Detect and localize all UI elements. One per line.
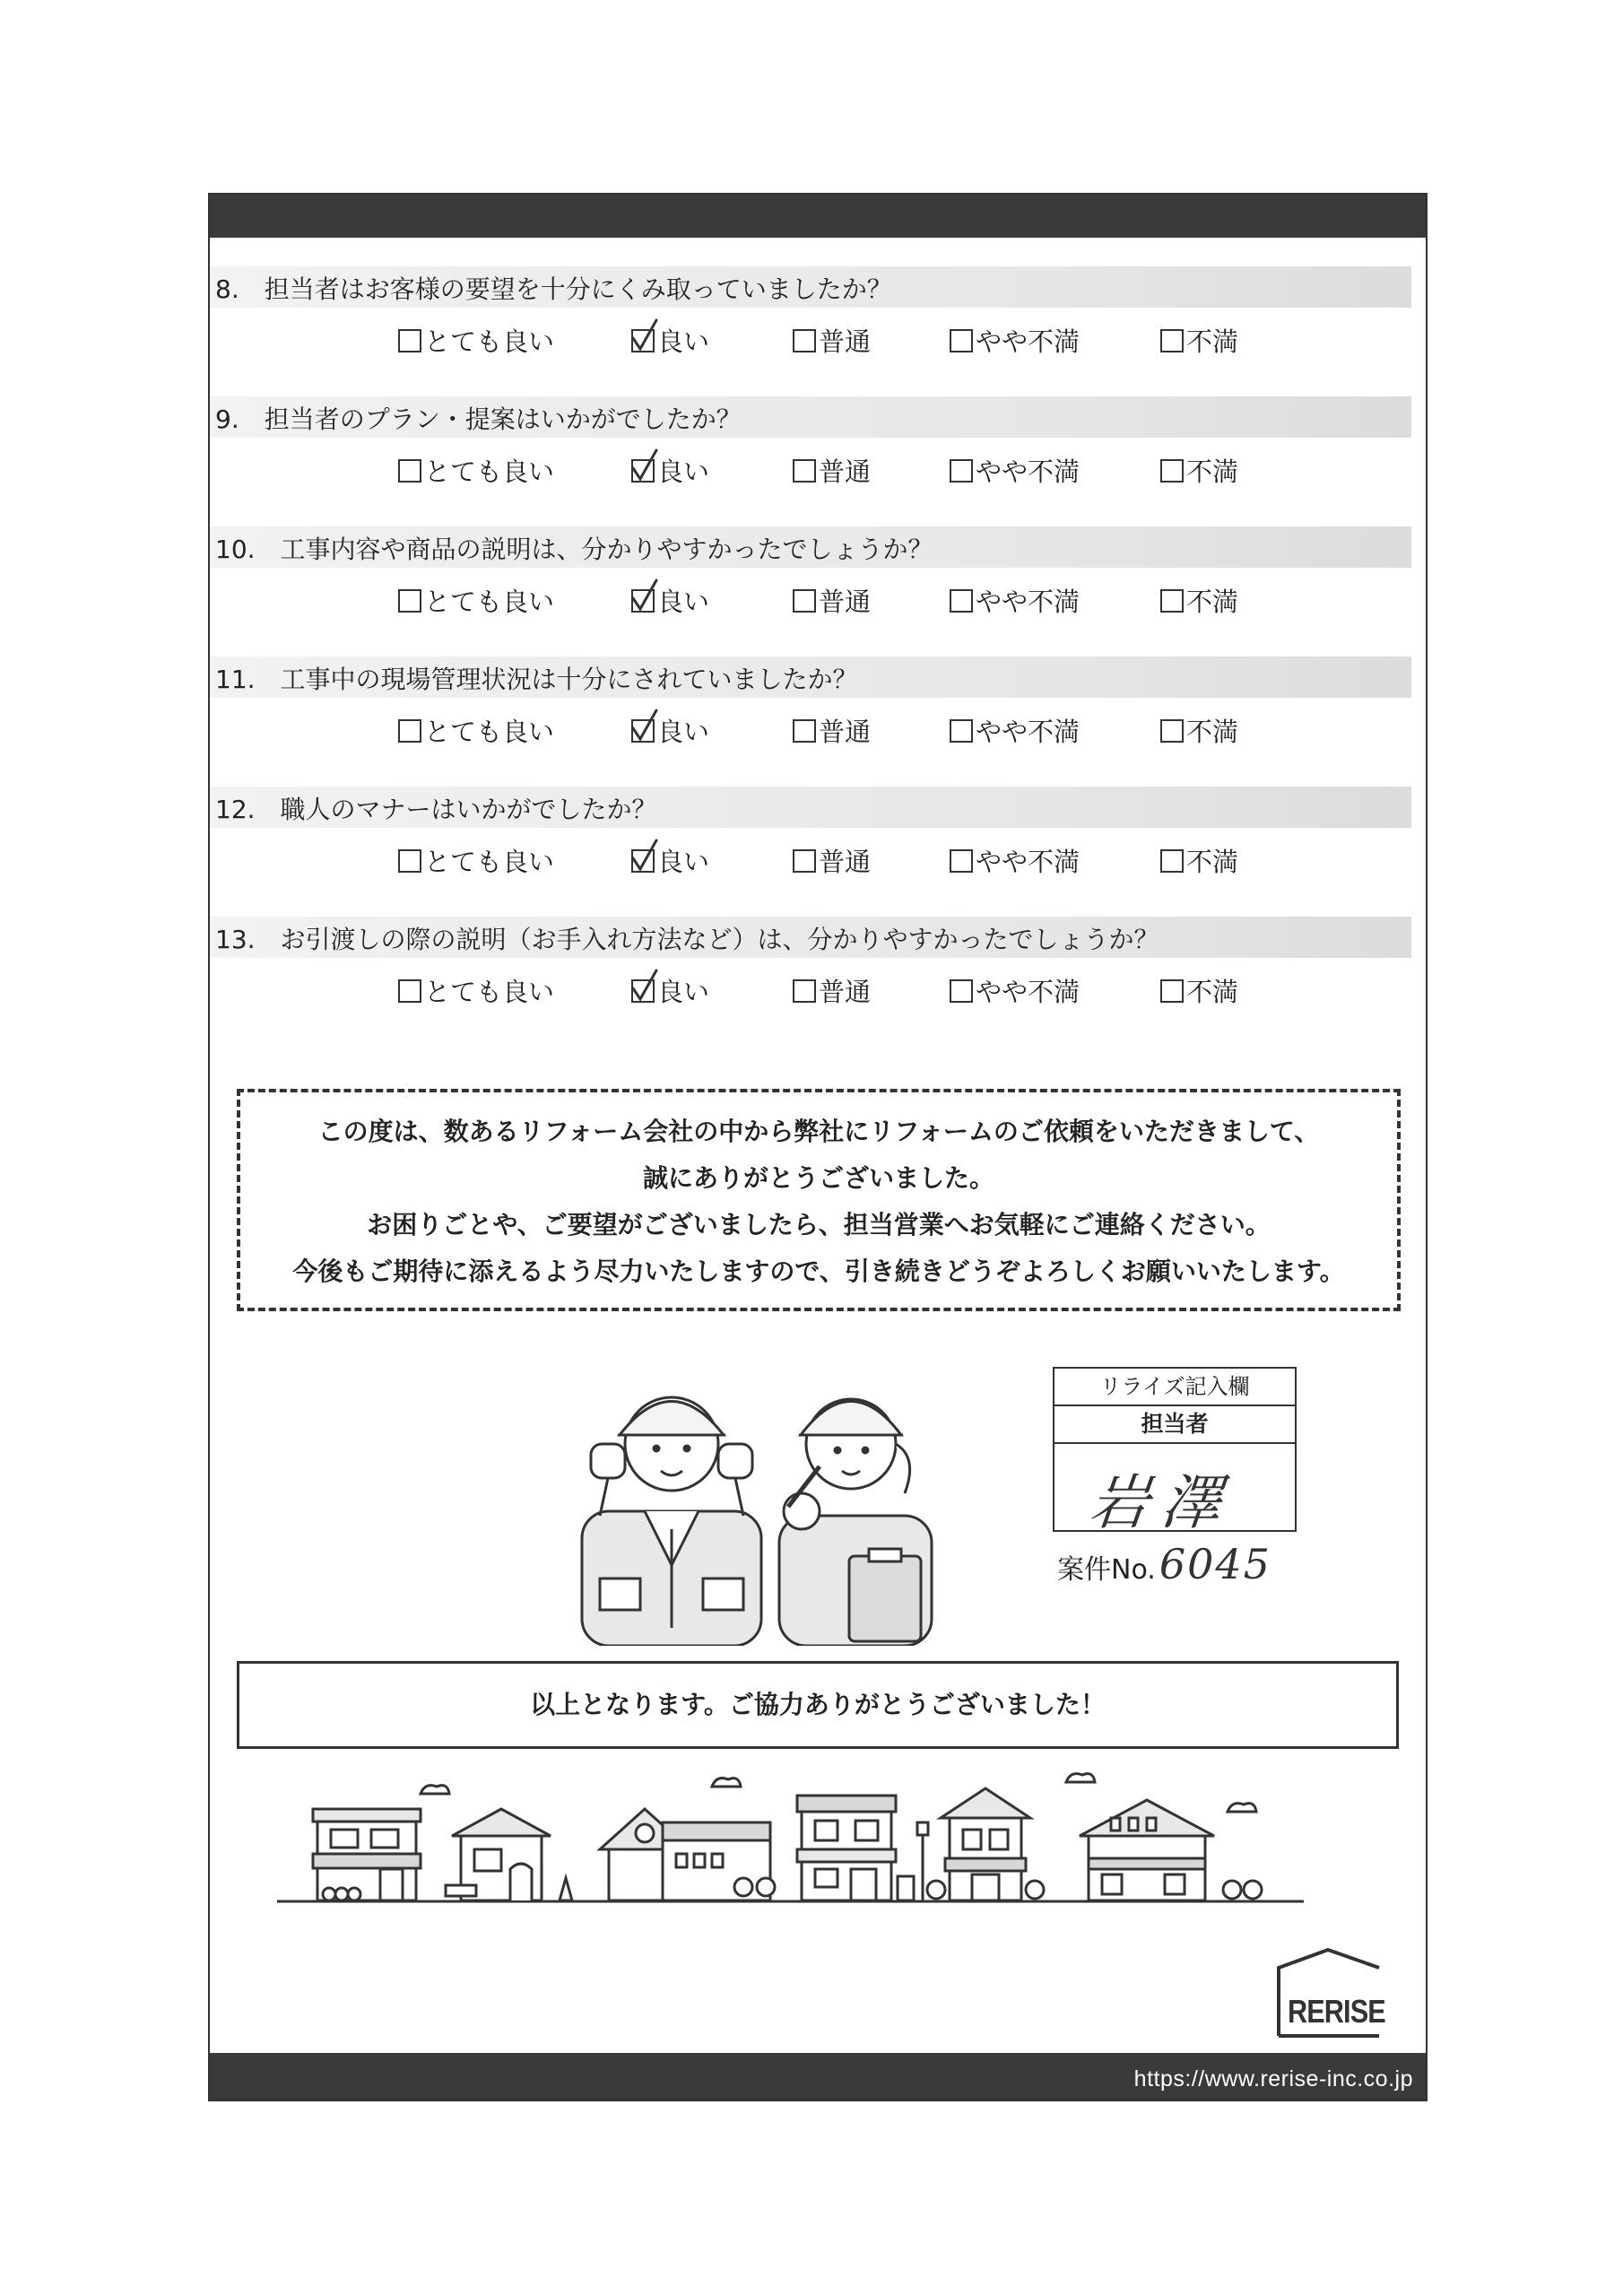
survey-sheet: [208, 193, 1428, 2101]
answer-option[interactable]: [1160, 842, 1238, 879]
answer-option[interactable]: [631, 582, 709, 619]
answer-option[interactable]: [398, 322, 554, 359]
checkbox[interactable]: [1160, 459, 1184, 483]
option-label: とても良い: [424, 587, 555, 617]
answer-option[interactable]: [793, 582, 871, 619]
checkbox[interactable]: [950, 719, 973, 743]
staff-signature: 岩澤: [1086, 1468, 1237, 1537]
answer-options: [210, 582, 1411, 622]
message-line-1: この度は、数あるリフォーム会社の中から弊社にリフォームのご依頼をいただきまして、: [317, 1117, 1320, 1146]
checkbox[interactable]: [793, 459, 816, 483]
question-text: 10. 工事内容や商品の説明は、分かりやすかったでしょうか？: [215, 535, 933, 564]
option-label: 良い: [657, 587, 710, 617]
option-label: やや不満: [976, 457, 1081, 487]
option-label: 普通: [819, 587, 872, 617]
question-row: [210, 396, 1411, 438]
answer-option[interactable]: [793, 972, 871, 1009]
stamp-title: リライズ記入欄: [1053, 1367, 1297, 1406]
option-label: やや不満: [976, 977, 1081, 1007]
footer-bar: [210, 2053, 1426, 2100]
checkbox[interactable]: [398, 459, 421, 483]
answer-option[interactable]: [631, 842, 709, 879]
checkbox[interactable]: [1160, 719, 1184, 743]
message-line-2: 誠にありがとうございました。: [642, 1163, 994, 1193]
option-label: 普通: [819, 847, 872, 877]
answer-options: [210, 452, 1411, 491]
option-label: 不満: [1186, 326, 1239, 357]
answer-option[interactable]: [1160, 972, 1238, 1009]
answer-option[interactable]: [793, 322, 871, 359]
case-label: 案件No.: [1057, 1554, 1156, 1586]
checkbox[interactable]: [793, 979, 816, 1003]
option-label: とても良い: [424, 457, 555, 487]
checkbox[interactable]: [631, 589, 655, 613]
answer-option[interactable]: [398, 712, 554, 749]
checkbox[interactable]: [631, 849, 655, 873]
option-label: とても良い: [424, 326, 555, 357]
option-label: 良い: [657, 977, 710, 1007]
checkbox[interactable]: [631, 459, 655, 483]
answer-option[interactable]: [950, 712, 1080, 749]
option-label: やや不満: [976, 587, 1081, 617]
answer-option[interactable]: [950, 972, 1080, 1009]
checkbox[interactable]: [1160, 979, 1184, 1003]
stamp-signature-box: [1053, 1444, 1297, 1537]
answer-option[interactable]: [1160, 452, 1238, 489]
answer-option[interactable]: [398, 972, 554, 1009]
question-row: [210, 657, 1411, 698]
stamp-header: 担当者: [1053, 1406, 1297, 1444]
option-label: とても良い: [424, 717, 555, 747]
workers-illustration: [564, 1359, 945, 1646]
checkbox[interactable]: [398, 719, 421, 743]
answer-option[interactable]: [793, 842, 871, 879]
question-row: [210, 917, 1411, 958]
answer-option[interactable]: [1160, 712, 1238, 749]
rerise-logo: [1270, 1948, 1386, 2038]
option-label: 不満: [1186, 977, 1239, 1007]
check-mark-icon: [628, 448, 660, 484]
question-text: 8. 担当者はお客様の要望を十分にくみ取っていましたか？: [215, 274, 892, 304]
question-text: 11. 工事中の現場管理状況は十分にされていましたか？: [215, 665, 858, 694]
checkbox[interactable]: [398, 979, 421, 1003]
option-label: 普通: [819, 457, 872, 487]
option-label: 良い: [657, 326, 710, 357]
answer-option[interactable]: [793, 452, 871, 489]
answer-option[interactable]: [950, 322, 1080, 359]
checkbox[interactable]: [950, 849, 973, 873]
question-row: [210, 526, 1411, 568]
question-text: 12. 職人のマナーはいかがでしたか？: [215, 795, 657, 824]
answer-option[interactable]: [950, 842, 1080, 879]
closing-message-box: 以上となります。ご協力ありがとうございました！: [237, 1661, 1399, 1749]
option-label: 普通: [819, 977, 872, 1007]
answer-option[interactable]: [1160, 322, 1238, 359]
option-label: 良い: [657, 847, 710, 877]
answer-option[interactable]: [398, 452, 554, 489]
answer-option[interactable]: [631, 322, 709, 359]
answer-option[interactable]: [1160, 582, 1238, 619]
option-label: やや不満: [976, 717, 1081, 747]
option-label: 良い: [657, 457, 710, 487]
answer-options: [210, 972, 1411, 1012]
check-mark-icon: [628, 709, 660, 744]
answer-option[interactable]: [398, 582, 554, 619]
checkbox[interactable]: [793, 329, 816, 352]
option-label: やや不満: [976, 326, 1081, 357]
checkbox[interactable]: [793, 589, 816, 613]
checkbox[interactable]: [631, 329, 655, 352]
option-label: 良い: [657, 717, 710, 747]
case-number: [1057, 1540, 1271, 1588]
checkbox[interactable]: [631, 979, 655, 1003]
logo-text: RERISE: [1288, 1993, 1385, 2030]
option-label: 普通: [819, 717, 872, 747]
checkbox[interactable]: [631, 719, 655, 743]
top-bar: [210, 195, 1426, 238]
checkbox[interactable]: [950, 329, 973, 352]
answer-options: [210, 322, 1411, 361]
question-row: [210, 787, 1411, 828]
option-label: 不満: [1186, 847, 1239, 877]
checkbox[interactable]: [398, 589, 421, 613]
thank-you-message-box: [237, 1089, 1401, 1311]
option-label: 普通: [819, 326, 872, 357]
check-mark-icon: [628, 839, 660, 874]
case-number-value: 6045: [1159, 1540, 1271, 1588]
question-row: [210, 266, 1411, 308]
checkbox[interactable]: [1160, 329, 1184, 352]
checkbox[interactable]: [793, 719, 816, 743]
message-line-4: 今後もご期待に添えるよう尽力いたしますので、引き続きどうぞよろしくお願いいたします。: [292, 1257, 1345, 1286]
checkbox[interactable]: [793, 849, 816, 873]
staff-entry-stamp: [1053, 1367, 1297, 1537]
check-mark-icon: [628, 969, 660, 1004]
answer-option[interactable]: [950, 452, 1080, 489]
answer-option[interactable]: [631, 712, 709, 749]
check-mark-icon: [628, 578, 660, 614]
answer-option[interactable]: [631, 972, 709, 1009]
message-line-3: お困りごとや、ご要望がございましたら、担当営業へお気軽にご連絡ください。: [367, 1210, 1271, 1239]
answer-option[interactable]: [631, 452, 709, 489]
checkbox[interactable]: [950, 589, 973, 613]
answer-option[interactable]: [398, 842, 554, 879]
option-label: とても良い: [424, 977, 555, 1007]
option-label: 不満: [1186, 587, 1239, 617]
checkbox[interactable]: [398, 849, 421, 873]
answer-option[interactable]: [950, 582, 1080, 619]
checkbox[interactable]: [950, 979, 973, 1003]
checkbox[interactable]: [1160, 849, 1184, 873]
option-label: とても良い: [424, 847, 555, 877]
answer-options: [210, 842, 1411, 882]
town-illustration: [277, 1769, 1304, 1912]
check-mark-icon: [628, 318, 660, 354]
checkbox[interactable]: [398, 329, 421, 352]
question-text: 13. お引渡しの際の説明（お手入れ方法など）は、分かりやすかったでしょうか？: [215, 925, 1159, 954]
option-label: やや不満: [976, 847, 1081, 877]
checkbox[interactable]: [1160, 589, 1184, 613]
website-url[interactable]: https://www.rerise-inc.co.jp: [1133, 2066, 1413, 2092]
option-label: 不満: [1186, 717, 1239, 747]
question-text: 9. 担当者のプラン・提案はいかがでしたか？: [215, 404, 742, 434]
answer-option[interactable]: [793, 712, 871, 749]
checkbox[interactable]: [950, 459, 973, 483]
option-label: 不満: [1186, 457, 1239, 487]
answer-options: [210, 712, 1411, 752]
